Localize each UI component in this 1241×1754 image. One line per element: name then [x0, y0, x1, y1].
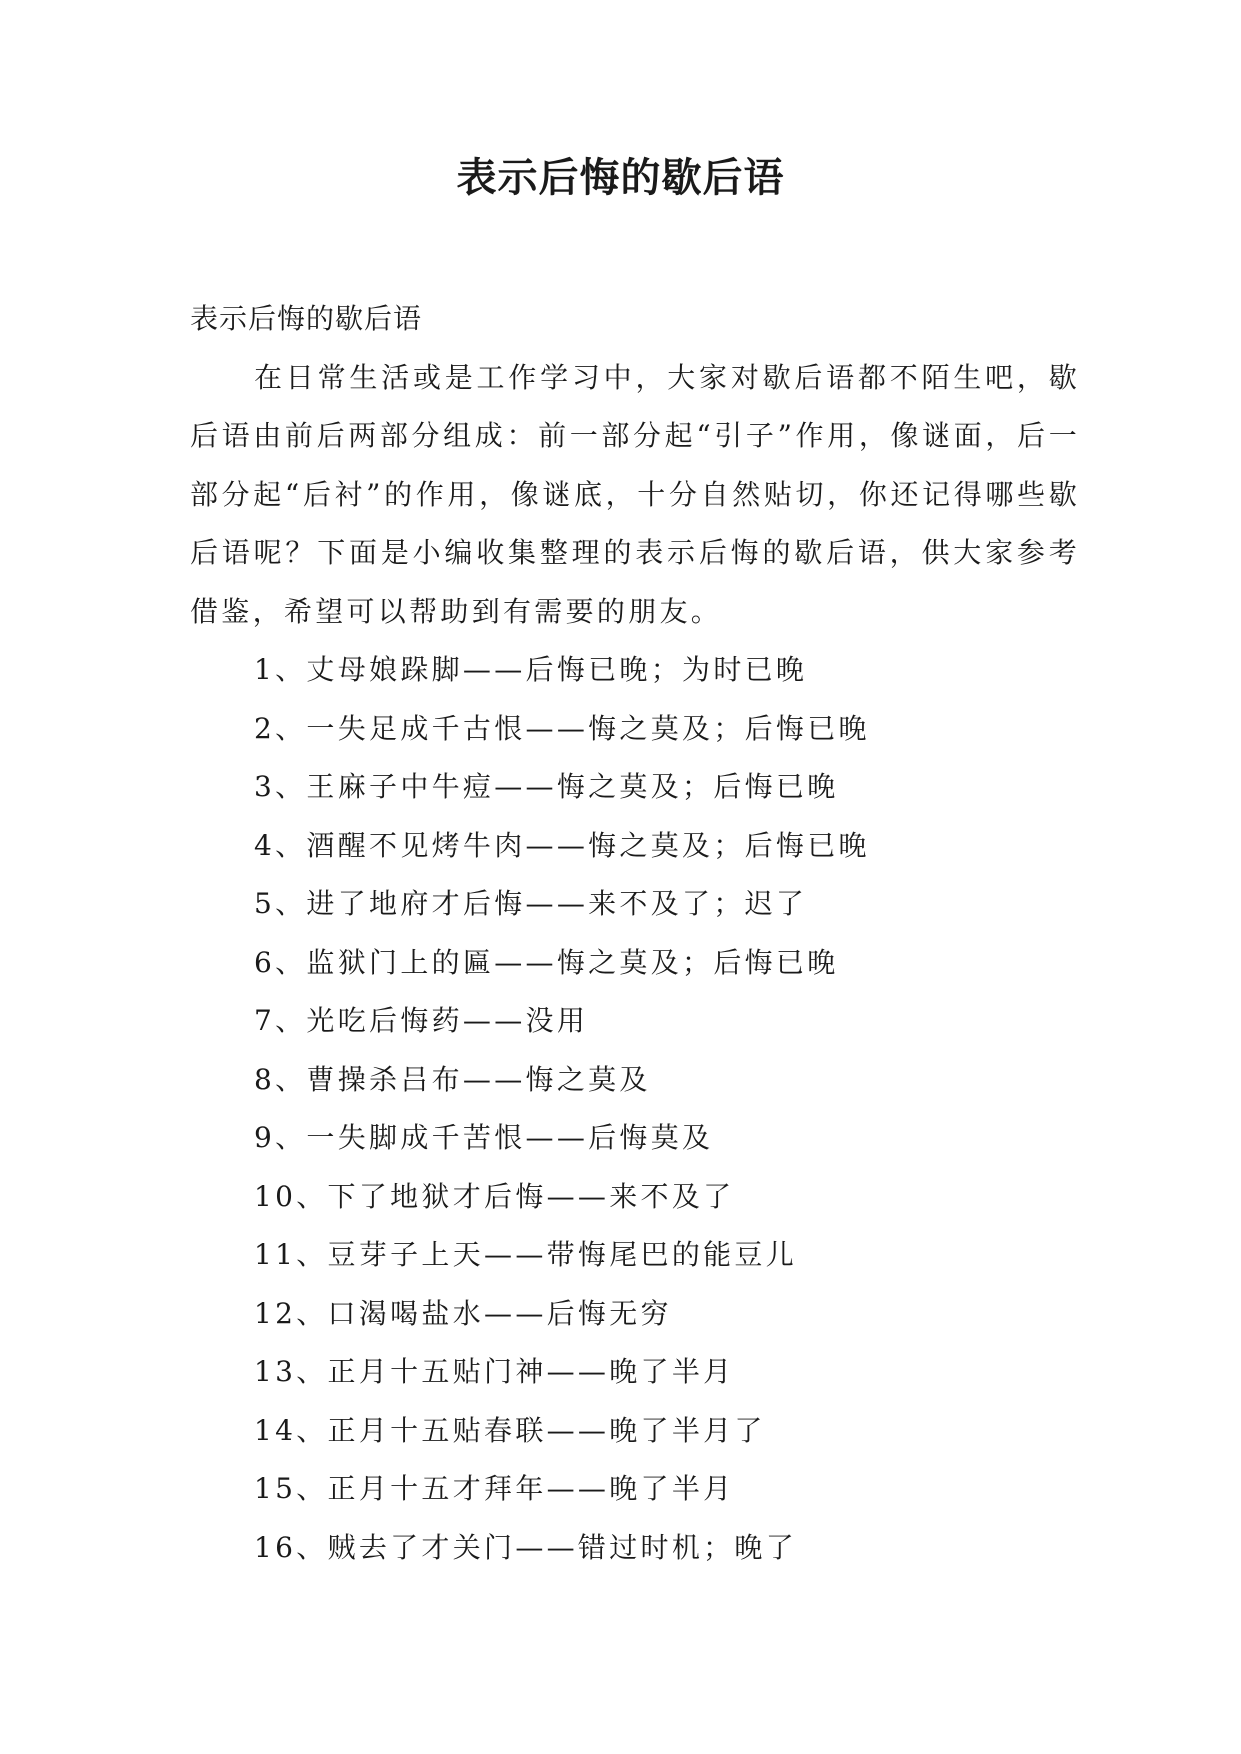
list-item: 5、进了地府才后悔——来不及了；迟了	[254, 887, 808, 920]
list-item: 9、一失脚成千苦恨——后悔莫及	[254, 1121, 714, 1154]
list-item: 14、正月十五贴春联——晚了半月了	[254, 1413, 766, 1447]
section-heading: 表示后悔的歇后语	[190, 302, 423, 335]
list-item: 1、丈母娘跺脚——后悔已晚；为时已晚	[254, 653, 808, 686]
list-item: 13、正月十五贴门神——晚了半月	[254, 1355, 735, 1388]
list-item: 2、一失足成千古恨——悔之莫及；后悔已晚	[254, 711, 870, 745]
list-item: 8、曹操杀吕布——悔之莫及	[254, 1062, 651, 1096]
list-item: 12、口渴喝盐水——后悔无穷	[254, 1296, 672, 1330]
list-item: 15、正月十五才拜年——晚了半月	[254, 1472, 735, 1505]
document-body	[190, 290, 1080, 1577]
list-item: 7、光吃后悔药——没用	[254, 1004, 589, 1037]
list-item: 11、豆芽子上天——带悔尾巴的能豆儿	[254, 1238, 798, 1271]
list-item: 6、监狱门上的匾——悔之莫及；后悔已晚	[254, 945, 839, 979]
proverb-list	[190, 641, 1080, 1577]
list-item: 10、下了地狱才后悔——来不及了	[254, 1179, 735, 1213]
document-title: 表示后悔的歇后语	[456, 155, 785, 201]
intro-paragraph: 在日常生活或是工作学习中，大家对歇后语都不陌生吧，歇后语由前后两部分组成：前一部分起“引子”作用，像谜面，后一部分起“后衬”的作用，像谜底，十分自然贴切，你还记得哪些歇后语呢？下面是小编收集整理的表示后悔的歇后语，供大家参考借鉴，希望可以帮助到有需要的朋友。	[190, 360, 1080, 628]
list-item: 4、酒醒不见烤牛肉——悔之莫及；后悔已晚	[254, 828, 870, 862]
list-item: 3、王麻子中牛痘——悔之莫及；后悔已晚	[254, 770, 839, 803]
list-item: 16、贼去了才关门——错过时机；晚了	[254, 1530, 798, 1564]
